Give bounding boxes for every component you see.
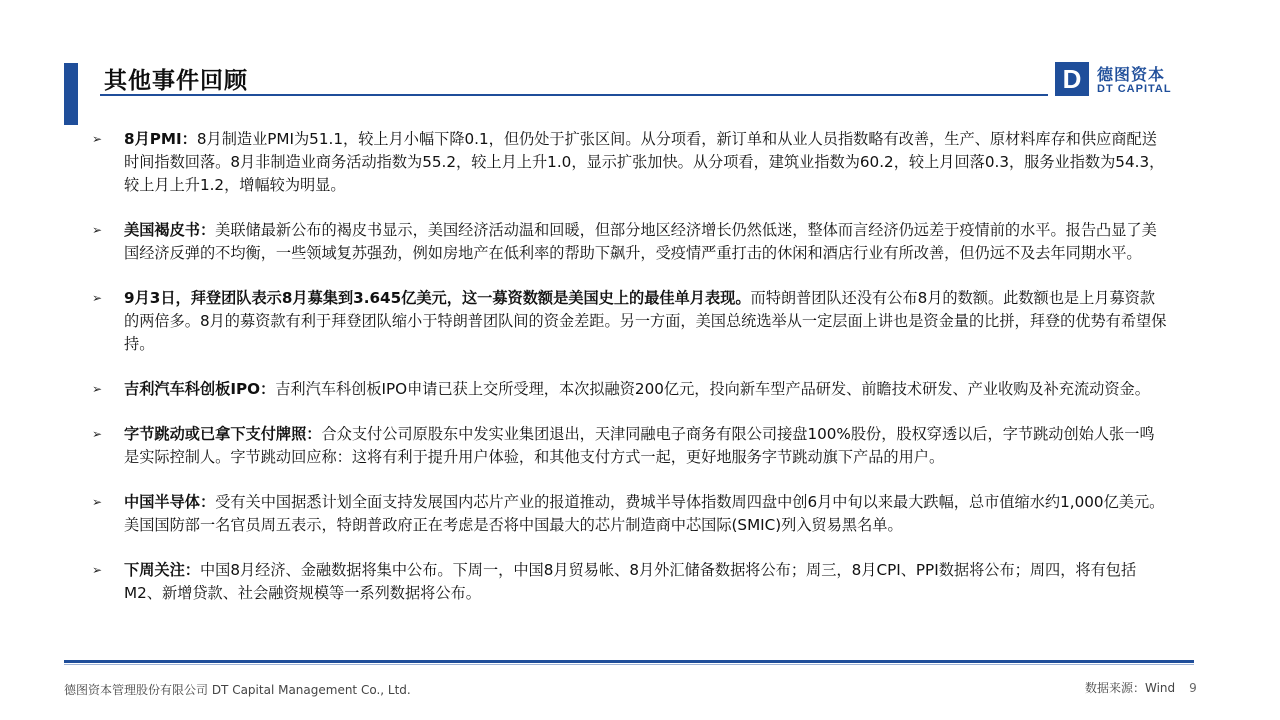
logo-mark-icon: D [1055,62,1089,96]
arrow-bullet-icon: ➢ [92,563,103,577]
bullet-pmi [92,128,1167,197]
bullet-text: 美联储最新公布的褐皮书显示，美国经济活动温和回暖，但部分地区经济增长仍然低迷，整体而言经济仍远差于疫情前的水平。报告凸显了美国经济反弹的不均衡，一些领域复苏强劲，例如房地产在低利率的帮助下飙升，受疫情严重打击的休闲和酒店行业有所改善，但仍远不及去年同期水平。 [124,221,1157,262]
data-source: 数据来源：Wind [1085,681,1176,695]
bullet-list [92,128,1167,627]
footer-divider-thin [64,664,1194,665]
arrow-bullet-icon: ➢ [92,291,103,305]
bullet-text: 合众支付公司原股东中发实业集团退出，天津同融电子商务有限公司接盘100%股份，股权穿透以后，字节跳动创始人张一鸣是实际控制人。字节跳动回应称：这将有利于提升用户体验，和其他支付方式一起，更好地服务字节跳动旗下产品的用户。 [124,425,1155,466]
footer-source-area [1085,679,1197,696]
company-logo [1055,60,1185,100]
bullet-beige-book [92,219,1167,265]
arrow-bullet-icon: ➢ [92,495,103,509]
bullet-biden-fundraising [92,287,1167,356]
bullet-bytedance-payment [92,423,1167,469]
bullet-heading: 字节跳动或已拿下支付牌照： [124,425,322,443]
title-underline [100,94,1048,96]
bullet-text: 吉利汽车科创板IPO申请已获上交所受理，本次拟融资200亿元，投向新车型产品研发、前瞻技术研发、产业收购及补充流动资金。 [275,380,1150,398]
page-title: 其他事件回顾 [104,68,248,94]
footer-company: 德图资本管理股份有限公司 DT Capital Management Co., Ltd. [64,683,411,697]
bullet-heading: 8月PMI： [124,130,197,148]
arrow-bullet-icon: ➢ [92,382,103,396]
bullet-heading: 下周关注： [124,561,200,579]
bullet-geely-ipo [92,378,1167,401]
bullet-text: 而特朗普团队还没有公布8月的数额。此数额也是上月募资款的两倍多。8月的募资款有利于拜登团队缩小于特朗普团队间的资金差距。另一方面，美国总统选举从一定层面上讲也是资金量的比拼，拜登的优势有希望保持。 [124,289,1167,353]
bullet-china-semiconductor [92,491,1167,537]
bullet-next-week [92,559,1167,605]
title-accent-bar [64,63,78,125]
bullet-heading: 中国半导体： [124,493,216,511]
bullet-text: 8月制造业PMI为51.1，较上月小幅下降0.1，但仍处于扩张区间。从分项看，新订单和从业人员指数略有改善，生产、原材料库存和供应商配送时间指数回落。8月非制造业商务活动指数为55.2，较上月上升1.0，显示扩张加快。从分项看，建筑业指数为60.2，较上月回落0.3，服务业指数为54.3，较上月上升1.2，增幅较为明显。 [124,130,1165,194]
logo-english-name: DT CAPITAL [1097,83,1172,95]
footer-divider [64,660,1194,663]
arrow-bullet-icon: ➢ [92,223,103,237]
arrow-bullet-icon: ➢ [92,427,103,441]
bullet-heading: 9月3日，拜登团队表示8月募集到3.645亿美元， [124,289,462,307]
bullet-text: 受有关中国据悉计划全面支持发展国内芯片产业的报道推动，费城半导体指数周四盘中创6月中旬以来最大跌幅，总市值缩水约1,000亿美元。美国国防部一名官员周五表示，特朗普政府正在考虑是否将中国最大的芯片制造商中芯国际(SMIC)列入贸易黑名单。 [124,493,1165,534]
bullet-heading: 美国褐皮书： [124,221,216,239]
page-number: 9 [1189,681,1197,695]
bullet-heading: 吉利汽车科创板IPO： [124,380,276,398]
arrow-bullet-icon: ➢ [92,132,103,146]
bullet-text: 中国8月经济、金融数据将集中公布。下周一，中国8月贸易帐、8月外汇储备数据将公布；周三，8月CPI、PPI数据将公布；周四，将有包括M2、新增贷款、社会融资规模等一系列数据将公布。 [124,561,1137,602]
bullet-bold-text: 这一募资数额是美国史上的最佳单月表现。 [461,289,751,307]
logo-chinese-name: 德图资本 [1097,65,1166,84]
